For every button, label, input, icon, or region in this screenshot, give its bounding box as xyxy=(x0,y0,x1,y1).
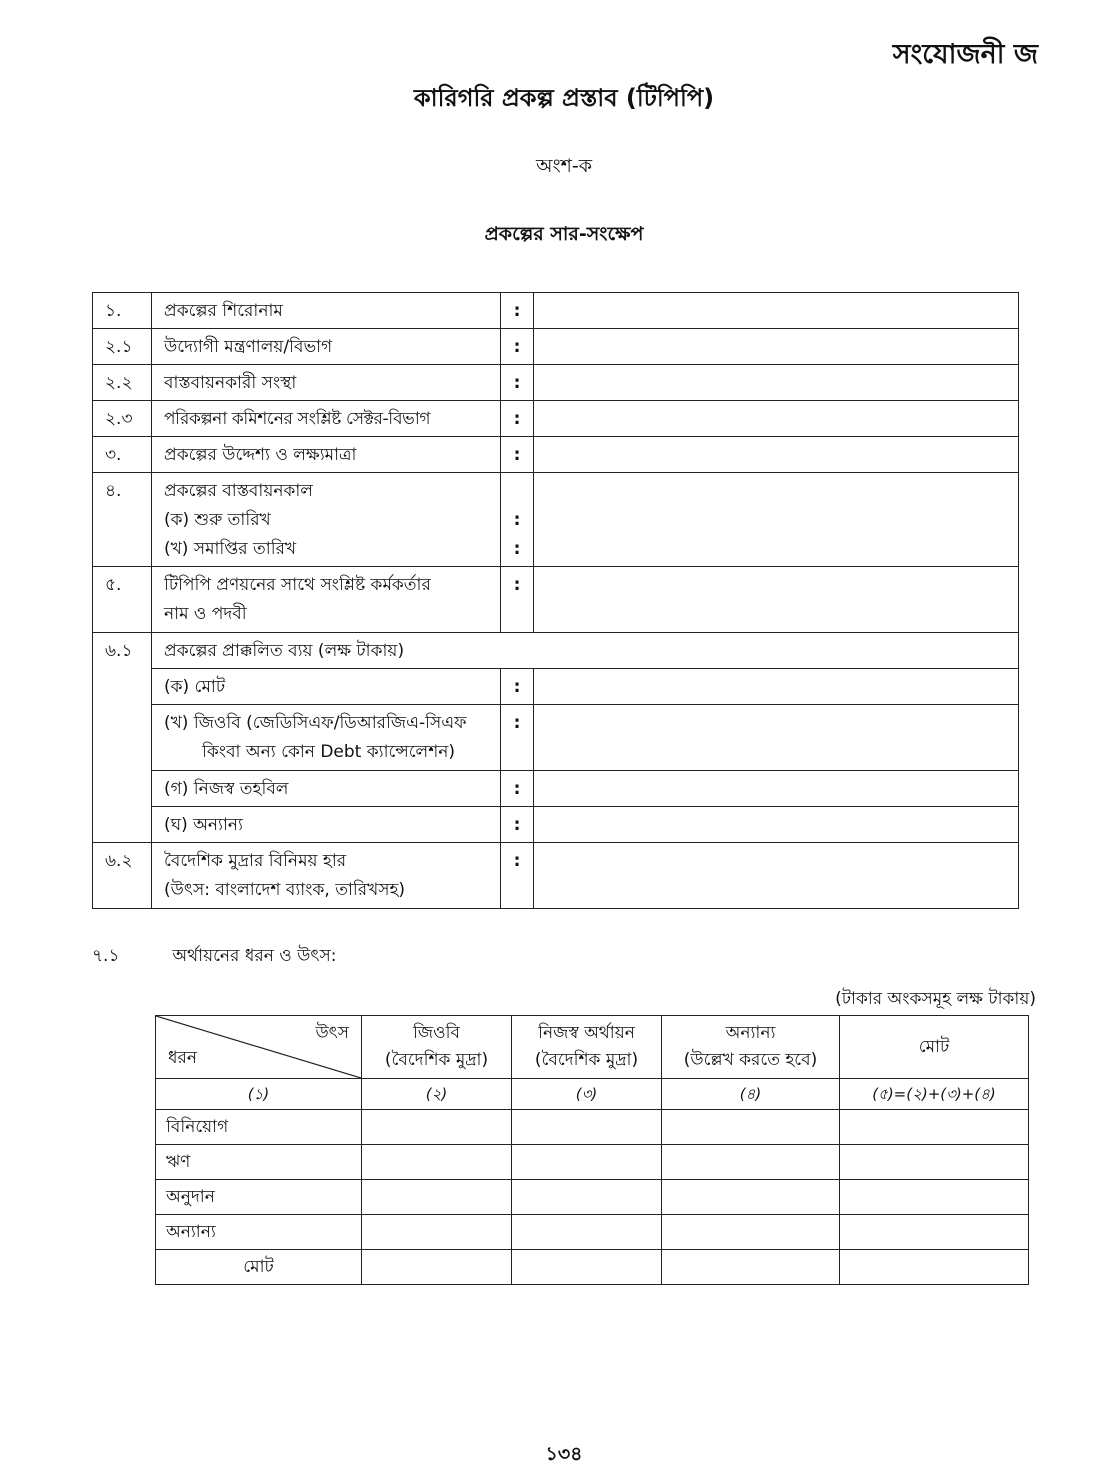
cost-own-fund-label: (গ) নিজস্ব তহবিল xyxy=(152,771,501,807)
source-label: উৎস xyxy=(315,1023,349,1043)
implementing-agency-field[interactable] xyxy=(534,365,1019,401)
column-header-own-financing xyxy=(512,1016,662,1079)
project-title-field[interactable] xyxy=(534,293,1019,329)
index-cell: (৫)=(২)+(৩)+(৪) xyxy=(840,1079,1029,1110)
row-label: প্রকল্পের শিরোনাম xyxy=(152,293,501,329)
cost-own-fund-field[interactable] xyxy=(534,771,1019,807)
row-label: বিনিয়োগ xyxy=(156,1110,362,1145)
row-label: বৈদেশিক মুদ্রার বিনিময় হার xyxy=(164,851,347,871)
colon-separator: : xyxy=(501,329,534,365)
value-cell[interactable] xyxy=(512,1180,662,1215)
cost-total-row xyxy=(93,669,1019,705)
financing-section-heading xyxy=(92,943,336,971)
implementation-period-row xyxy=(93,473,1019,567)
part-label: অংশ-ক xyxy=(535,155,593,177)
row-label: অনুদান xyxy=(156,1180,362,1215)
cost-others-label: (ঘ) অন্যান্য xyxy=(152,807,501,843)
value-cell[interactable] xyxy=(840,1250,1029,1285)
index-cell: (৪) xyxy=(662,1079,840,1110)
colon-separator: : xyxy=(501,365,534,401)
exchange-rate-label xyxy=(152,843,501,909)
value-cell[interactable] xyxy=(662,1110,840,1145)
financing-row-loan xyxy=(156,1145,1029,1180)
index-row xyxy=(156,1079,1029,1110)
value-cell[interactable] xyxy=(840,1215,1029,1250)
project-summary-table xyxy=(92,292,1019,909)
row-label-cont: নাম ও পদবী xyxy=(164,604,247,624)
row-number: ৩. xyxy=(93,437,152,473)
cost-others-row xyxy=(93,807,1019,843)
row-label: উদ্যোগী মন্ত্রণালয়/বিভাগ xyxy=(152,329,501,365)
row-number: ৫. xyxy=(93,567,152,633)
colon-separator: : xyxy=(501,437,534,473)
financing-row-others xyxy=(156,1215,1029,1250)
row-label: প্রকল্পের বাস্তবায়নকাল xyxy=(164,481,313,501)
cost-own-fund-row xyxy=(93,771,1019,807)
colon-separator: : xyxy=(501,669,534,705)
cost-gob-field[interactable] xyxy=(534,705,1019,771)
value-cell[interactable] xyxy=(662,1215,840,1250)
column-header-others xyxy=(662,1016,840,1079)
value-cell[interactable] xyxy=(362,1180,512,1215)
value-cell[interactable] xyxy=(662,1145,840,1180)
section-number: ৭.১ xyxy=(92,946,120,966)
value-cell[interactable] xyxy=(512,1215,662,1250)
cost-gob-row xyxy=(93,705,1019,771)
value-cell[interactable] xyxy=(662,1180,840,1215)
cost-gob-label xyxy=(152,705,501,771)
value-cell[interactable] xyxy=(840,1180,1029,1215)
financing-table xyxy=(155,1015,1029,1285)
cost-others-field[interactable] xyxy=(534,807,1019,843)
colon-separator: : xyxy=(513,510,521,530)
row-number: ৬.১ xyxy=(93,633,152,843)
financing-row-grant xyxy=(156,1180,1029,1215)
row-label: ঋণ xyxy=(156,1145,362,1180)
cost-label: প্রকল্পের প্রাক্কলিত ব্যয় (লক্ষ টাকায়) xyxy=(152,633,1019,669)
end-date-field[interactable] xyxy=(534,531,1018,560)
value-cell[interactable] xyxy=(840,1110,1029,1145)
column-header-line1: নিজস্ব অর্থায়ন xyxy=(538,1023,635,1043)
row-number: ২.১ xyxy=(93,329,152,365)
corner-header-cell xyxy=(156,1016,362,1079)
colon-separator: : xyxy=(501,567,534,633)
start-date-label: (ক) শুরু তারিখ xyxy=(164,510,271,530)
officer-row xyxy=(93,567,1019,633)
unit-note: (টাকার অংকসমূহ লক্ষ টাকায়) xyxy=(835,989,1036,1009)
column-header-line1: জিওবি xyxy=(413,1023,460,1043)
index-cell: (২) xyxy=(362,1079,512,1110)
start-date-field[interactable] xyxy=(534,502,1018,531)
row-label: টিপিপি প্রণয়নের সাথে সংশ্লিষ্ট কর্মকর্তার xyxy=(164,575,431,595)
row-label: প্রকল্পের উদ্দেশ্য ও লক্ষ্যমাত্রা xyxy=(152,437,501,473)
row-label: মোট xyxy=(156,1250,362,1285)
colon-separator: : xyxy=(501,705,534,771)
value-cell[interactable] xyxy=(512,1145,662,1180)
column-header-gob xyxy=(362,1016,512,1079)
summary-row xyxy=(93,365,1019,401)
implementation-dates-field[interactable] xyxy=(534,473,1019,567)
implementation-period-label xyxy=(152,473,501,567)
type-label: ধরন xyxy=(168,1048,198,1068)
exchange-rate-row xyxy=(93,843,1019,909)
value-cell[interactable] xyxy=(362,1110,512,1145)
summary-row xyxy=(93,329,1019,365)
summary-row xyxy=(93,437,1019,473)
row-label-cont: (উৎস: বাংলাদেশ ব্যাংক, তারিখসহ) xyxy=(164,880,406,900)
officer-field[interactable] xyxy=(534,567,1019,633)
row-label: পরিকল্পনা কমিশনের সংশ্লিষ্ট সেক্টর-বিভাগ xyxy=(152,401,501,437)
value-cell[interactable] xyxy=(512,1110,662,1145)
colon-separator: : xyxy=(501,843,534,909)
financing-row-total xyxy=(156,1250,1029,1285)
end-date-label: (খ) সমাপ্তির তারিখ xyxy=(164,539,297,559)
value-cell[interactable] xyxy=(362,1250,512,1285)
planning-sector-field[interactable] xyxy=(534,401,1019,437)
colon-separator: : xyxy=(501,771,534,807)
cost-total-label: (ক) মোট xyxy=(152,669,501,705)
column-header-total xyxy=(840,1016,1029,1079)
exchange-rate-field[interactable] xyxy=(534,843,1019,909)
row-number: ২.৩ xyxy=(93,401,152,437)
row-number: ২.২ xyxy=(93,365,152,401)
officer-label xyxy=(152,567,501,633)
row-number: ৬.২ xyxy=(93,843,152,909)
row-label: অন্যান্য xyxy=(156,1215,362,1250)
financing-header-row xyxy=(156,1016,1029,1079)
column-header-line1: অন্যান্য xyxy=(725,1023,776,1043)
summary-row xyxy=(93,293,1019,329)
colon-separator: : xyxy=(501,401,534,437)
section-title: প্রকল্পের সার-সংক্ষেপ xyxy=(484,223,644,245)
gob-label-line1: (খ) জিওবি (জেডিসিএফ/ডিআরজিএ-সিএফ xyxy=(164,713,467,733)
value-cell[interactable] xyxy=(362,1215,512,1250)
colon-separator: : xyxy=(501,807,534,843)
column-header-line2: (বৈদেশিক মুদ্রা) xyxy=(534,1050,639,1070)
summary-row xyxy=(93,401,1019,437)
cost-header-row xyxy=(93,633,1019,669)
row-label: বাস্তবায়নকারী সংস্থা xyxy=(152,365,501,401)
column-header-line2: (বৈদেশিক মুদ্রা) xyxy=(384,1050,489,1070)
column-header-line1: মোট xyxy=(918,1036,950,1057)
colon-separator: : xyxy=(513,539,521,559)
value-cell[interactable] xyxy=(362,1145,512,1180)
page-number: ১৩৪ xyxy=(545,1443,583,1465)
row-number: ৪. xyxy=(93,473,152,567)
value-cell[interactable] xyxy=(512,1250,662,1285)
cost-total-field[interactable] xyxy=(534,669,1019,705)
column-header-line2: (উল্লেখ করতে হবে) xyxy=(683,1050,818,1070)
gob-label-line2: কিংবা অন্য কোন Debt ক্যান্সেলেশন) xyxy=(202,742,456,762)
value-cell[interactable] xyxy=(840,1145,1029,1180)
value-cell[interactable] xyxy=(662,1250,840,1285)
index-cell: (১) xyxy=(156,1079,362,1110)
section-title: অর্থায়নের ধরন ও উৎস: xyxy=(172,946,337,966)
objectives-field[interactable] xyxy=(534,437,1019,473)
index-cell: (৩) xyxy=(512,1079,662,1110)
colon-separator: : xyxy=(501,293,534,329)
row-number: ১. xyxy=(93,293,152,329)
document-title: কারিগরি প্রকল্প প্রস্তাব (টিপিপি) xyxy=(413,84,715,112)
sponsoring-ministry-field[interactable] xyxy=(534,329,1019,365)
colon-column xyxy=(501,473,534,567)
financing-row-investment xyxy=(156,1110,1029,1145)
annex-label: সংযোজনী জ xyxy=(892,39,1038,70)
